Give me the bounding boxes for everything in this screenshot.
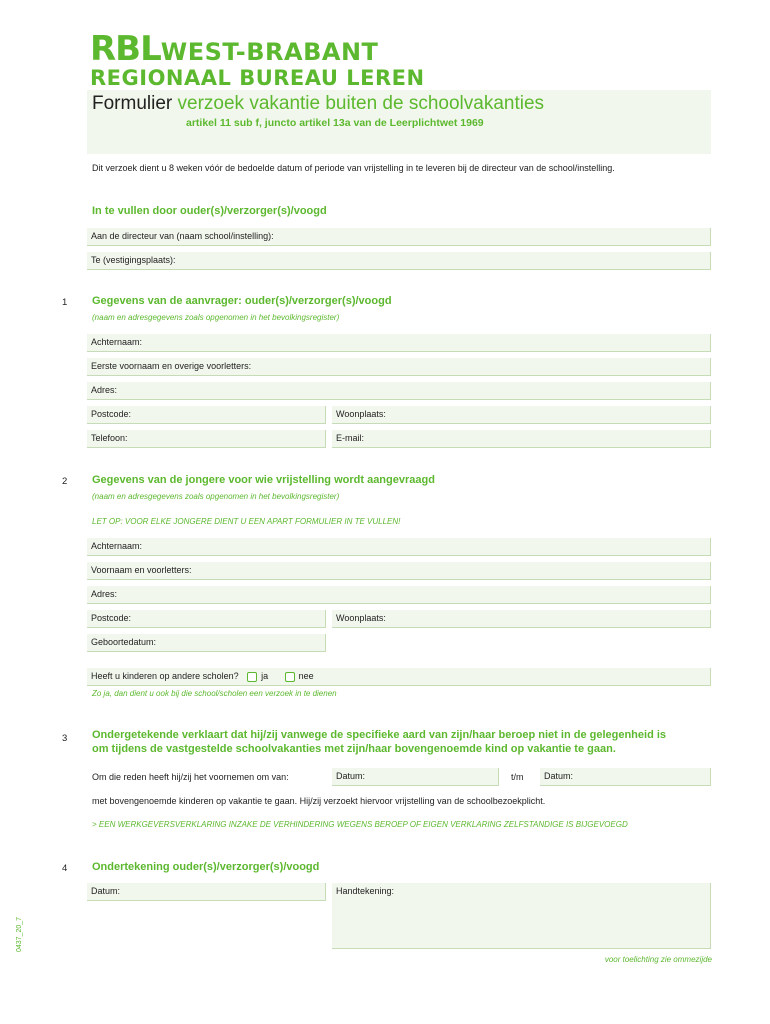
child-address-label: Adres: xyxy=(91,589,118,599)
form-code: 0437_20_7 xyxy=(16,916,23,952)
attachment-note: > EEN WERKGEVERSVERKLARING INZAKE DE VERHINDERING WEGENS BEROEP OF EIGEN VERKLARING ZELFSTANDIGE IS BIJGEVOEGD xyxy=(92,820,628,829)
signature-date-field[interactable] xyxy=(87,883,326,901)
date-to-field[interactable] xyxy=(540,768,711,786)
applicant-email-label: E-mail: xyxy=(336,433,365,443)
section-1-number: 1 xyxy=(62,297,68,308)
applicant-city-label: Woonplaats: xyxy=(336,409,386,419)
section-3-heading-line-2: om tijdens de vastgestelde schoolvakanties met zijn/haar bovengenoemde kind op vakantie te gaan. xyxy=(92,743,616,755)
applicant-postcode-label: Postcode: xyxy=(91,409,132,419)
applicant-firstname-field[interactable] xyxy=(87,358,711,376)
child-city-label: Woonplaats: xyxy=(336,613,386,623)
signature-box[interactable] xyxy=(332,883,711,949)
page-title xyxy=(92,93,544,115)
footer-note: voor toelichting zie ommezijde xyxy=(604,955,712,964)
yes-checkbox[interactable] xyxy=(247,672,257,682)
section-2-number: 2 xyxy=(62,476,68,487)
child-firstname-field[interactable] xyxy=(87,562,711,580)
applicant-address-label: Adres: xyxy=(91,385,118,395)
reason-text: Om die reden heeft hij/zij het voornemen om van: xyxy=(92,772,289,782)
applicant-surname-field[interactable] xyxy=(87,334,711,352)
child-postcode-label: Postcode: xyxy=(91,613,132,623)
school-field[interactable] xyxy=(87,228,711,246)
section-4-number: 4 xyxy=(62,863,68,874)
other-schools-question: Heeft u kinderen op andere scholen? xyxy=(91,671,239,681)
logo-line-1 xyxy=(90,29,379,69)
no-label: nee xyxy=(298,671,314,681)
section-3-heading-line-1: Ondergetekende verklaart dat hij/zij vanwege de specifieke aard van zijn/haar beroep niet in de gelegenheid is xyxy=(92,729,667,741)
child-birthdate-label: Geboortedatum: xyxy=(91,637,157,647)
applicant-phone-label: Telefoon: xyxy=(91,433,128,443)
section-2-note: (naam en adresgegevens zoals opgenomen in het bevolkingsregister) xyxy=(92,492,340,501)
signature-date-label: Datum: xyxy=(91,886,121,896)
location-field-label: Te (vestigingsplaats): xyxy=(91,255,176,265)
parent-section-heading: In te vullen door ouder(s)/verzorger(s)/voogd xyxy=(92,205,327,217)
statement-text: met bovengenoemde kinderen op vakantie te gaan. Hij/zij verzoekt hiervoor vrijstelling van de schoolbezoekplicht. xyxy=(92,796,546,806)
child-address-field[interactable] xyxy=(87,586,711,604)
applicant-firstname-label: Eerste voornaam en overige voorletters: xyxy=(91,361,252,371)
until-label: t/m xyxy=(511,772,524,782)
other-schools-followup: Zo ja, dan dient u ook bij die school/scholen een verzoek in te dienen xyxy=(92,689,337,698)
section-1-note: (naam en adresgegevens zoals opgenomen in het bevolkingsregister) xyxy=(92,313,340,322)
logo-west-brabant: WEST-BRABANT xyxy=(160,38,379,66)
title-part-2: verzoek vakantie buiten de schoolvakanties xyxy=(177,93,545,114)
intro-text: Dit verzoek dient u 8 weken vóór de bedoelde datum of periode van vrijstelling in te leveren bij de directeur van de school/instelling. xyxy=(92,163,615,173)
section-4-heading: Ondertekening ouder(s)/verzorger(s)/voogd xyxy=(92,861,320,873)
applicant-phone-field[interactable] xyxy=(87,430,326,448)
applicant-address-field[interactable] xyxy=(87,382,711,400)
child-birthdate-field[interactable] xyxy=(87,634,326,652)
logo-line-2: REGIONAAL BUREAU LEREN xyxy=(90,66,425,90)
logo-rbl: RBL xyxy=(90,29,161,69)
section-3-number: 3 xyxy=(62,733,68,744)
date-from-label: Datum: xyxy=(336,771,366,781)
section-2-warning: LET OP: VOOR ELKE JONGERE DIENT U EEN APART FORMULIER IN TE VULLEN! xyxy=(92,517,401,526)
child-postcode-field[interactable] xyxy=(87,610,326,628)
yes-label: ja xyxy=(261,671,269,681)
child-surname-label: Achternaam: xyxy=(91,541,143,551)
other-schools-row xyxy=(87,668,711,686)
date-from-field[interactable] xyxy=(332,768,499,786)
child-firstname-label: Voornaam en voorletters: xyxy=(91,565,192,575)
applicant-city-field[interactable] xyxy=(332,406,711,424)
section-1-heading: Gegevens van de aanvrager: ouder(s)/verzorger(s)/voogd xyxy=(92,295,392,307)
school-field-label: Aan de directeur van (naam school/instelling): xyxy=(91,231,274,241)
location-field[interactable] xyxy=(87,252,711,270)
date-to-label: Datum: xyxy=(544,771,574,781)
applicant-email-field[interactable] xyxy=(332,430,711,448)
section-2-heading: Gegevens van de jongere voor wie vrijstelling wordt aangevraagd xyxy=(92,474,435,486)
child-city-field[interactable] xyxy=(332,610,711,628)
signature-label: Handtekening: xyxy=(336,886,395,896)
no-checkbox[interactable] xyxy=(285,672,295,682)
applicant-surname-label: Achternaam: xyxy=(91,337,143,347)
other-schools-question-line xyxy=(91,671,314,682)
title-part-1: Formulier xyxy=(92,93,173,114)
page-subtitle: artikel 11 sub f, juncto artikel 13a van de Leerplichtwet 1969 xyxy=(186,117,484,129)
applicant-postcode-field[interactable] xyxy=(87,406,326,424)
child-surname-field[interactable] xyxy=(87,538,711,556)
